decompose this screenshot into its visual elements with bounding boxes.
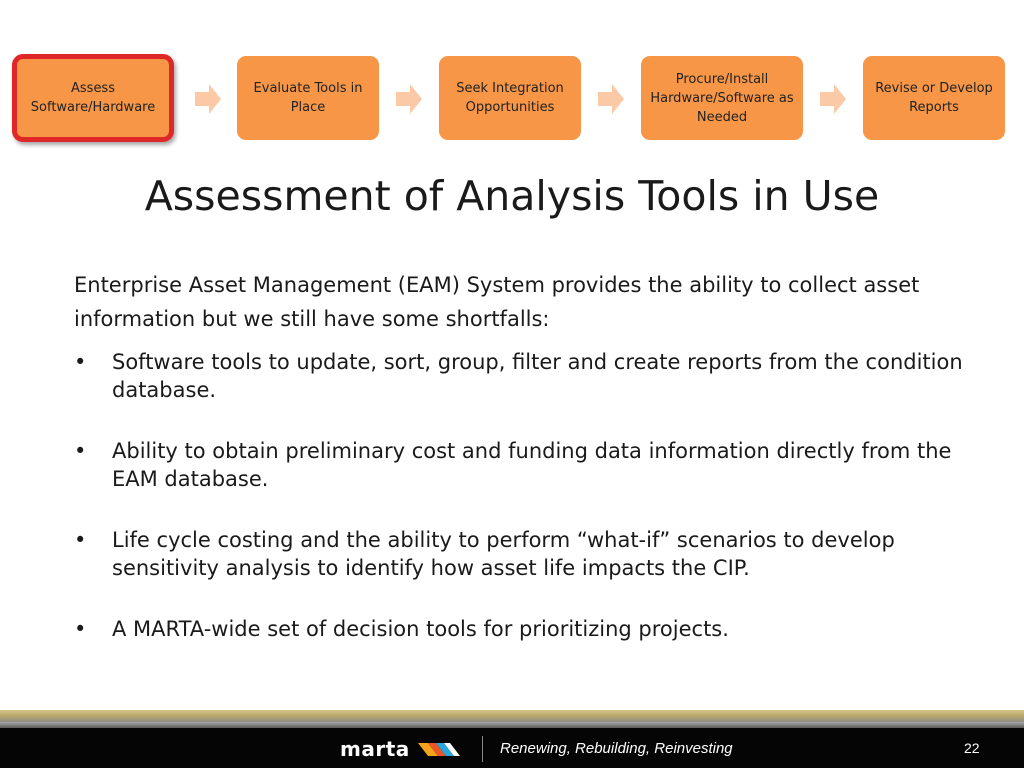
page-number: 22	[964, 740, 980, 756]
bullet-text: A MARTA-wide set of decision tools for prioritizing projects.	[112, 617, 729, 641]
process-flow	[0, 0, 1024, 150]
process-arrow-icon	[820, 84, 846, 114]
list-item	[74, 437, 964, 493]
intro-text: Enterprise Asset Management (EAM) System provides the ability to collect asset information but we still have some shortfalls:	[74, 273, 920, 331]
logo-stripes-icon	[414, 740, 464, 758]
process-step-procure	[641, 56, 803, 140]
process-arrow-icon	[598, 84, 624, 114]
list-item	[74, 526, 964, 582]
bullet-icon: •	[74, 528, 87, 552]
process-step-label: Assess Software/Hardware	[30, 81, 156, 115]
footer-bar	[0, 728, 1024, 768]
process-step-label: Procure/Install Hardware/Software as Needed	[650, 71, 794, 125]
bullet-text: Software tools to update, sort, group, filter and create reports from the condition database.	[112, 350, 963, 402]
list-item	[74, 615, 964, 643]
process-step-evaluate	[237, 56, 379, 140]
bullet-icon: •	[74, 617, 87, 641]
bullet-icon: •	[74, 439, 87, 463]
bullet-icon: •	[74, 350, 87, 374]
footer-divider	[482, 736, 483, 762]
bullet-list	[74, 348, 964, 676]
process-step-label: Evaluate Tools in Place	[253, 81, 363, 115]
slide-title: Assessment of Analysis Tools in Use	[144, 172, 880, 220]
process-step-seek	[439, 56, 581, 140]
process-step-assess	[12, 54, 174, 142]
process-step-revise	[863, 56, 1005, 140]
footer-accent-stripe	[0, 710, 1024, 722]
process-arrow-icon	[396, 84, 422, 114]
marta-logo	[340, 738, 464, 760]
bullet-text: Ability to obtain preliminary cost and funding data information directly from the EAM database.	[112, 439, 952, 491]
list-item	[74, 348, 964, 404]
process-step-label: Seek Integration Opportunities	[456, 81, 564, 115]
footer-tagline: Renewing, Rebuilding, Reinvesting	[500, 740, 733, 757]
bullet-text: Life cycle costing and the ability to perform “what-if” scenarios to develop sensitivity analysis to identify how asset life impacts the CIP.	[112, 528, 895, 580]
process-arrow-icon	[195, 84, 221, 114]
process-step-label: Revise or Develop Reports	[875, 81, 993, 115]
logo-wordmark: marta	[340, 737, 410, 761]
